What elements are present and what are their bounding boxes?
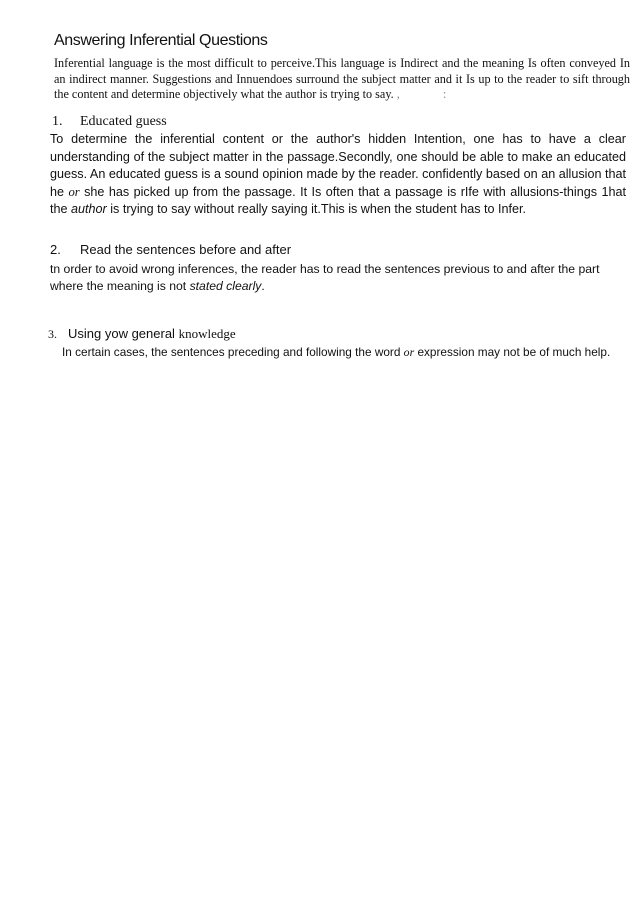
section-3-body bbox=[62, 345, 622, 360]
section-2-heading bbox=[50, 242, 291, 257]
section-2-body-part-a: tn order to avoid wrong inferences, the reader has to read the sentences previous to and after the part where the meaning is not bbox=[50, 262, 600, 293]
section-3-heading-text-a: Using yow general bbox=[68, 326, 179, 341]
section-1-number: 1. bbox=[52, 114, 63, 129]
section-1-body-author: author bbox=[71, 202, 107, 216]
section-3-body-part-b: expression may not be of much help. bbox=[414, 345, 611, 359]
section-1-body-or: or bbox=[68, 184, 80, 199]
document-title: Answering Inferential Questions bbox=[54, 32, 268, 49]
section-3-number: 3. bbox=[48, 327, 57, 341]
section-2-body bbox=[50, 261, 626, 295]
intro-trailing-marks: , : bbox=[396, 87, 467, 101]
section-2-number: 2. bbox=[50, 242, 61, 257]
section-1-body-part-a: To determine the inferential content or the author's hidden Intention, one has to have a clear understanding of the subject matter in the passage.Secondly, one should be able to make an educated guess. An educated guess is a sound opinion made by the reader. confidently based on an allusion that he bbox=[50, 132, 626, 199]
section-2-body-part-b: . bbox=[261, 279, 265, 293]
section-3-body-or: or bbox=[403, 345, 415, 359]
intro-text: Inferential language is the most difficult to perceive.This language is Indirect and the meaning Is often conveyed In an indirect manner. Suggestions and Innuendoes surround the subject matter and it Is up to the reader to sift through the content and determine objectively what the author is trying to say. bbox=[54, 56, 630, 101]
section-3-heading bbox=[48, 326, 236, 342]
section-1-heading bbox=[52, 114, 167, 130]
section-1-body-part-c: is trying to say without really saying it.This is when the student has to Infer. bbox=[106, 202, 527, 216]
section-2-heading-text: Read the sentences before and after bbox=[80, 242, 292, 257]
section-1-heading-text: Educated guess bbox=[80, 114, 167, 129]
section-2-body-stated: stated clearly bbox=[189, 279, 262, 293]
section-1-body-part-b: she has picked up from the passage. It Is often that a passage is rIfe with allusions-things 1hat the bbox=[50, 184, 626, 216]
section-1-body bbox=[50, 131, 626, 219]
section-3-heading-text-b: knowledge bbox=[178, 326, 236, 341]
section-3-body-part-a: In certain cases, the sentences preceding and following the word bbox=[62, 345, 404, 359]
intro-paragraph bbox=[54, 56, 630, 103]
